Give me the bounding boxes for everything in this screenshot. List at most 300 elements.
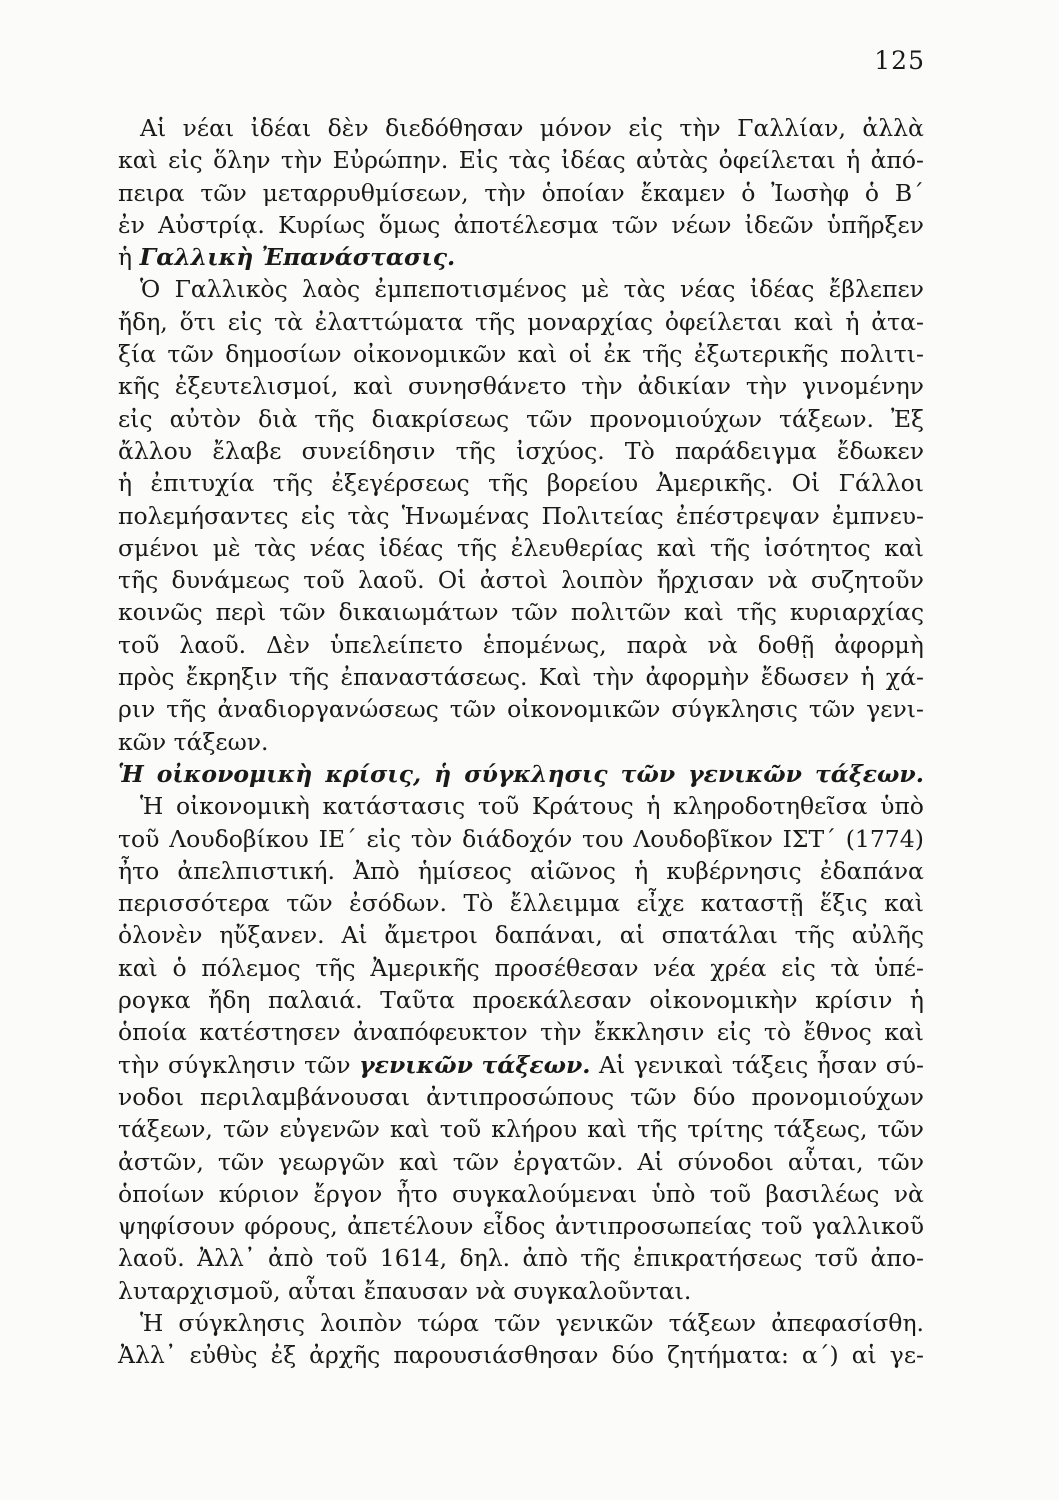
word: εἰς bbox=[118, 404, 153, 433]
word: τῶν bbox=[304, 1050, 351, 1079]
word: σύγκλησιν bbox=[167, 1050, 296, 1079]
word: ἀδικίαν bbox=[637, 372, 731, 401]
word: ἰσότητος bbox=[763, 533, 871, 562]
word: πολιτι- bbox=[840, 340, 924, 369]
word: Εἰς bbox=[458, 146, 499, 175]
word: δυνάμεως bbox=[171, 566, 290, 595]
word: ἰδέας bbox=[749, 275, 815, 304]
word: καὶ bbox=[884, 889, 924, 918]
text-line bbox=[118, 952, 924, 984]
word: καὶ bbox=[398, 1147, 439, 1176]
word: ηὔξανεν. bbox=[219, 921, 325, 950]
word: καταστῇ bbox=[700, 889, 804, 918]
word: Αἱ bbox=[341, 921, 368, 950]
word: τῶν bbox=[620, 759, 676, 788]
text-line bbox=[118, 532, 924, 564]
text-line bbox=[118, 1146, 924, 1178]
word: σύ- bbox=[885, 1050, 924, 1079]
text-line bbox=[118, 500, 924, 532]
word: Οἱ bbox=[437, 566, 467, 595]
text-line bbox=[118, 726, 924, 758]
word: περιλαμβάνουσαι bbox=[200, 1082, 411, 1111]
word: εἰς bbox=[300, 501, 336, 530]
word: ἀπεφασίσθη. bbox=[771, 1308, 924, 1337]
word: καὶ bbox=[353, 372, 394, 401]
emphasis-text: Γαλλικὴ Ἐπανάστασις. bbox=[139, 243, 456, 272]
word: καὶ bbox=[118, 953, 158, 982]
word: ὑπὸ bbox=[880, 792, 924, 821]
word: τῶν bbox=[877, 1115, 924, 1144]
word: δημοσίων bbox=[225, 340, 342, 369]
word: δύο bbox=[692, 1082, 736, 1111]
word: τῆς bbox=[456, 533, 498, 562]
word: προεκάλεσαν bbox=[472, 986, 632, 1015]
word: ἐσόδων. bbox=[349, 889, 448, 918]
text-line bbox=[118, 306, 924, 338]
word: ἐξευτελισμοί, bbox=[174, 372, 339, 401]
word: τοῦ bbox=[303, 566, 345, 595]
line-text: λυταρχισμοῦ, αὗται ἔπαυσαν νὰ συγκαλοῦνται. bbox=[118, 1276, 692, 1305]
word: τῶν bbox=[611, 210, 659, 239]
word: περισσότερα bbox=[118, 889, 270, 918]
line-text: ἡ bbox=[118, 243, 140, 272]
word: ἀναδιοργανώσεως bbox=[217, 695, 439, 724]
line-text: κῶν τάξεων. bbox=[118, 727, 269, 756]
word: ὑπελείπετο bbox=[329, 630, 463, 659]
text-line bbox=[118, 467, 924, 499]
word: δοθῇ bbox=[757, 630, 815, 659]
word: τῆς bbox=[314, 404, 355, 433]
word: ὀφείλεται bbox=[664, 307, 783, 336]
word: νέων bbox=[671, 210, 732, 239]
word: προνομιούχων bbox=[589, 404, 763, 433]
word: σύγκλησις bbox=[178, 1308, 305, 1337]
text-line bbox=[118, 629, 924, 661]
word: ἔκαμεν bbox=[640, 178, 726, 207]
word: Δὲν bbox=[266, 630, 310, 659]
word: νὰ bbox=[707, 630, 738, 659]
word: ὁλονὲν bbox=[118, 921, 203, 950]
text-line bbox=[118, 1113, 924, 1145]
word: τοῦ bbox=[439, 1115, 482, 1144]
word: περὶ bbox=[215, 598, 267, 627]
word: κατέστησεν bbox=[199, 1018, 341, 1047]
word: συγκαλούμεναι bbox=[452, 1179, 638, 1208]
word: Τὸ bbox=[463, 889, 494, 918]
word: ἡ bbox=[646, 792, 661, 821]
word: ἔργον bbox=[313, 1179, 383, 1208]
word: ἔκρηξιν bbox=[185, 663, 278, 692]
word: γενικαὶ bbox=[633, 1050, 724, 1079]
word: ἐπέστρεψαν bbox=[675, 501, 820, 530]
word: ἀστοὶ bbox=[479, 566, 548, 595]
word: ψηφίσουν bbox=[118, 1212, 235, 1241]
word: ἀντιπροσώπους bbox=[426, 1082, 615, 1111]
word: λαὸς bbox=[302, 275, 361, 304]
word: εἰς bbox=[366, 824, 402, 853]
word: ἀφορμὴν bbox=[645, 663, 750, 692]
word: τὴν bbox=[280, 146, 323, 175]
word: αἱ bbox=[851, 1341, 877, 1370]
word: γαλλικοῦ bbox=[811, 1212, 924, 1241]
text-line bbox=[118, 919, 924, 951]
word: τῆς bbox=[166, 695, 207, 724]
word: ἐμπνευ- bbox=[831, 501, 924, 530]
word: ἑπομένως, bbox=[482, 630, 607, 659]
word: σύγκλησις bbox=[464, 759, 608, 788]
word: καὶ bbox=[389, 1115, 430, 1144]
word: χρέα bbox=[710, 953, 767, 982]
word: ἔθνος bbox=[803, 1018, 872, 1047]
word: τάξεις bbox=[731, 1050, 809, 1079]
word: τῶν bbox=[630, 1082, 677, 1111]
word: μὲ bbox=[581, 275, 610, 304]
word: τῶν bbox=[286, 889, 333, 918]
text-line bbox=[118, 758, 924, 790]
word: ἰδέαι bbox=[250, 114, 312, 142]
word: Τὸ bbox=[624, 436, 655, 465]
word: τὸ bbox=[763, 1018, 791, 1047]
word: ἐπιτυχία bbox=[150, 469, 255, 498]
word: τῶν bbox=[526, 404, 573, 433]
word: τοῦ bbox=[118, 630, 160, 659]
word: δηλ. bbox=[459, 1244, 511, 1273]
word: τοῦ bbox=[325, 1244, 368, 1273]
word: λοιπὸν bbox=[561, 566, 644, 595]
word: αὐτὰς bbox=[636, 146, 709, 175]
word: ρογκα bbox=[118, 986, 191, 1015]
word: τρίτης bbox=[687, 1115, 764, 1144]
word: τὴν bbox=[745, 372, 788, 401]
word: καὶ bbox=[656, 533, 697, 562]
text-line bbox=[118, 1242, 924, 1274]
word: Ἀπὸ bbox=[353, 856, 400, 885]
word: τοῦ bbox=[118, 824, 160, 853]
word: διακρίσεως bbox=[371, 404, 510, 433]
word: ἐξωτερικῆς bbox=[693, 340, 829, 369]
word: συνείδησιν bbox=[301, 436, 436, 465]
word: ἐδαπάνα bbox=[819, 856, 924, 885]
word: μὲ bbox=[212, 533, 241, 562]
word: ἦτο bbox=[118, 856, 160, 885]
word: Β΄ bbox=[894, 178, 924, 207]
word: εἰς bbox=[781, 953, 816, 982]
word: μόνον bbox=[539, 114, 612, 142]
word: λαοῦ. bbox=[179, 630, 247, 659]
text-line bbox=[118, 1307, 924, 1339]
word: δικαιωμάτων bbox=[338, 598, 499, 627]
word: ὑπῆρξεν bbox=[826, 210, 924, 239]
word: ἔκκλησιν bbox=[593, 1018, 705, 1047]
word: γενι- bbox=[866, 695, 924, 724]
word: τῆς bbox=[580, 1244, 621, 1273]
word: ἐκ bbox=[603, 340, 631, 369]
word: Κράτους bbox=[531, 792, 634, 821]
word: γενικῶν bbox=[688, 759, 802, 788]
word: παρουσιάσθησαν bbox=[393, 1341, 599, 1370]
word: ἐξ bbox=[270, 1341, 297, 1370]
word: γε- bbox=[889, 1341, 924, 1370]
word: συνησθάνετο bbox=[407, 372, 567, 401]
word: ἀρχῆς bbox=[309, 1341, 381, 1370]
word: τῆς bbox=[455, 436, 496, 465]
word: διεδόθησαν bbox=[385, 114, 524, 142]
word: εἶχε bbox=[636, 889, 685, 918]
word: Καὶ bbox=[538, 663, 582, 692]
word: ἀντιπροσωπείας bbox=[554, 1212, 752, 1241]
word: καὶ bbox=[884, 1018, 924, 1047]
word: λοιπὸν bbox=[319, 1308, 403, 1337]
word: (1774) bbox=[845, 824, 924, 853]
word: σμένοι bbox=[118, 533, 200, 562]
word: Ἰωσὴφ bbox=[771, 178, 850, 207]
word: ἡ bbox=[909, 986, 924, 1015]
text-line bbox=[118, 273, 924, 305]
word: εἰς bbox=[716, 1018, 752, 1047]
word: παρὰ bbox=[626, 630, 688, 659]
word: τῶν bbox=[167, 340, 214, 369]
word: οἰκονομικὴν bbox=[649, 986, 798, 1015]
word: τῆς bbox=[736, 598, 777, 627]
word: νέας bbox=[679, 275, 736, 304]
word: ἦσαν bbox=[816, 1050, 878, 1079]
word: νοδοι bbox=[118, 1082, 184, 1111]
word: ἀπὸ bbox=[522, 1244, 568, 1273]
text-line bbox=[118, 855, 924, 887]
word: πόλεμος bbox=[201, 953, 301, 982]
word: τὴν bbox=[581, 372, 623, 401]
text-line bbox=[118, 209, 924, 241]
word: ἐν bbox=[118, 210, 145, 239]
word: ἀπὸ bbox=[268, 1244, 314, 1273]
word: τάξεων. bbox=[481, 1050, 591, 1079]
word: ἐπικρατήσεως bbox=[633, 1244, 803, 1273]
word: Ἡ bbox=[140, 792, 164, 821]
word: ἔλαβε bbox=[212, 436, 282, 465]
word: Γαλλίαν, bbox=[737, 114, 846, 142]
word: Ἀμερικῆς. bbox=[656, 469, 774, 498]
word: ἔλλειμμα bbox=[509, 889, 620, 918]
word: καὶ bbox=[118, 146, 158, 175]
word: συζητοῦν bbox=[811, 566, 924, 595]
word: ἔδωσεν bbox=[760, 663, 850, 692]
word: δύο bbox=[611, 1341, 655, 1370]
word: Γαλλικὸς bbox=[174, 275, 288, 304]
word: εἰς bbox=[628, 114, 663, 142]
word: πειρα bbox=[118, 178, 185, 207]
word: ἡ bbox=[846, 146, 861, 175]
word: οἰκονομικὴ bbox=[156, 759, 313, 788]
word: ΙΣΤ΄ bbox=[782, 824, 836, 853]
word: τῶν bbox=[494, 1308, 541, 1337]
word: τὴν bbox=[540, 1018, 582, 1047]
word: αὐλῆς bbox=[851, 921, 924, 950]
word: ἐλευθερίας bbox=[510, 533, 644, 562]
word: χά- bbox=[885, 663, 924, 692]
word: καὶ bbox=[517, 340, 558, 369]
text-line bbox=[118, 790, 924, 822]
word: προσέθεσαν bbox=[494, 953, 639, 982]
word: οἰκονομικὴ bbox=[175, 792, 310, 821]
word: Ἡ bbox=[140, 1308, 164, 1337]
word: τῆς bbox=[272, 469, 314, 498]
text-line bbox=[118, 177, 924, 209]
word: τὴν bbox=[118, 1050, 160, 1079]
word: τὰς bbox=[623, 275, 666, 304]
word: ἤδη, bbox=[118, 307, 168, 336]
word: εἰς bbox=[227, 307, 263, 336]
word: Ταῦτα bbox=[380, 986, 455, 1015]
word: βορείου bbox=[546, 469, 639, 498]
word: τὰ bbox=[830, 953, 860, 982]
word: ΙΕ΄ bbox=[318, 824, 357, 853]
word: τὰ bbox=[274, 307, 303, 336]
text-line bbox=[118, 435, 924, 467]
text-line bbox=[118, 1275, 924, 1307]
word: ἡ bbox=[860, 663, 875, 692]
word: τῆς bbox=[475, 307, 516, 336]
text-line bbox=[118, 1049, 924, 1081]
word: ἐργατῶν. bbox=[513, 1147, 624, 1176]
word: τάξεων, bbox=[118, 1115, 213, 1144]
word: πολεμήσαντες bbox=[118, 501, 289, 530]
word: λαοῦ. bbox=[118, 1244, 185, 1273]
word: ἀπο- bbox=[870, 1244, 924, 1273]
word: ὅλην bbox=[213, 146, 271, 175]
word: ἀποτέλεσμα bbox=[453, 210, 599, 239]
text-line bbox=[118, 144, 924, 176]
text-line bbox=[118, 1339, 924, 1371]
word: Κυρίως bbox=[278, 210, 366, 239]
word: οἱ bbox=[568, 340, 593, 369]
word: εὐγενῶν bbox=[279, 1115, 380, 1144]
text-line bbox=[118, 1178, 924, 1210]
word: ἕξις bbox=[819, 889, 868, 918]
word: ἔδωκεν bbox=[836, 436, 924, 465]
word: ὑπὸ bbox=[651, 1179, 696, 1208]
word: ἤρχισαν bbox=[656, 566, 755, 595]
word: τῶν bbox=[200, 178, 247, 207]
word: τοῦ bbox=[761, 1212, 803, 1241]
word: ἡ bbox=[634, 856, 649, 885]
word: ἡ bbox=[434, 759, 452, 788]
word: ἀστῶν, bbox=[118, 1147, 204, 1176]
word: δὲν bbox=[327, 114, 369, 142]
word: γινομένην bbox=[802, 372, 924, 401]
word: ἀπό- bbox=[870, 146, 924, 175]
text-line bbox=[118, 596, 924, 628]
word: Ὁ bbox=[140, 275, 161, 304]
word: ἐξεγέρσεως bbox=[331, 469, 470, 498]
word: τῶν bbox=[222, 1115, 270, 1144]
word: ἰδέας bbox=[378, 533, 444, 562]
text-line bbox=[118, 1210, 924, 1242]
word: τὸν bbox=[410, 824, 453, 853]
word: ἀπετέλουν bbox=[347, 1212, 474, 1241]
word: κατάστασις bbox=[322, 792, 466, 821]
text-line bbox=[118, 370, 924, 402]
text-line bbox=[118, 823, 924, 855]
word: πολιτῶν bbox=[570, 598, 671, 627]
word: ὁ bbox=[864, 178, 880, 207]
word: κρίσιν bbox=[815, 986, 893, 1015]
word: προνομιούχων bbox=[751, 1082, 924, 1111]
word: ὁποία bbox=[118, 1018, 187, 1047]
word: ἀναπόφευκτον bbox=[353, 1018, 528, 1047]
word: ἰδέας bbox=[561, 146, 626, 175]
word: κληροδοτηθεῖσα bbox=[673, 792, 868, 821]
word: λαοῦ. bbox=[357, 566, 425, 595]
word: τοῦ bbox=[477, 792, 520, 821]
text-line bbox=[118, 1081, 924, 1113]
word: τῶν bbox=[877, 1147, 924, 1176]
word: εἶδος bbox=[482, 1212, 546, 1241]
word: Αἱ bbox=[599, 1050, 626, 1079]
word: ὁποίων bbox=[118, 1179, 205, 1208]
word: γενικῶν bbox=[555, 1308, 654, 1337]
word: ἡμίσεος bbox=[417, 856, 512, 885]
word: τάξεως, bbox=[773, 1115, 868, 1144]
word: ἦτο bbox=[396, 1179, 438, 1208]
word: τῆς bbox=[315, 953, 356, 982]
word: Ἐξ bbox=[890, 404, 924, 433]
word: ἤδη bbox=[208, 986, 251, 1015]
word: ὑπέ- bbox=[874, 953, 924, 982]
word: γεωργῶν bbox=[278, 1147, 385, 1176]
word: ἐλαττώματα bbox=[314, 307, 464, 336]
word: τὰς bbox=[347, 501, 390, 530]
word: παράδειγμα bbox=[674, 436, 817, 465]
word: κῆς bbox=[118, 372, 160, 401]
word: παλαιά. bbox=[267, 986, 363, 1015]
word: εὐθὺς bbox=[189, 1341, 258, 1370]
word: οἰκονομικῶν bbox=[507, 695, 661, 724]
word: τῶν bbox=[449, 695, 497, 724]
text-line bbox=[118, 1016, 924, 1048]
word: ὁποίαν bbox=[541, 178, 625, 207]
word: τσῦ bbox=[814, 1244, 859, 1273]
word: τὴν bbox=[484, 178, 526, 207]
word: Ἀλλ᾽ bbox=[118, 1341, 177, 1370]
word: τάξεων bbox=[668, 1308, 757, 1337]
word: καὶ bbox=[683, 598, 724, 627]
word: τὴν bbox=[592, 663, 635, 692]
word: κλήρου bbox=[491, 1115, 578, 1144]
text-line bbox=[118, 241, 924, 273]
word: διὰ bbox=[258, 404, 298, 433]
word: α΄) bbox=[801, 1341, 839, 1370]
text-line bbox=[118, 338, 924, 370]
word: δαπάναι, bbox=[494, 921, 603, 950]
word: αὐτὸν bbox=[169, 404, 242, 433]
word: μοναρχίας bbox=[527, 307, 654, 336]
word: Λουδοβίκου bbox=[169, 824, 309, 853]
page-number: 125 bbox=[874, 46, 925, 75]
word: γενικῶν bbox=[359, 1050, 473, 1079]
word: ἀλλὰ bbox=[862, 114, 924, 142]
word: του bbox=[582, 824, 624, 853]
word: Αὐστρίᾳ. bbox=[158, 210, 265, 239]
word: αἱ bbox=[619, 921, 645, 950]
text-line bbox=[118, 564, 924, 596]
text-line bbox=[118, 887, 924, 919]
word: τῶν bbox=[452, 1147, 500, 1176]
word: Εὐρώπην. bbox=[332, 146, 449, 175]
word: ἐπαναστάσεως. bbox=[340, 663, 528, 692]
word: ἰσχύος. bbox=[516, 436, 605, 465]
word: καὶ bbox=[884, 533, 924, 562]
word: τῆς bbox=[637, 1115, 678, 1144]
